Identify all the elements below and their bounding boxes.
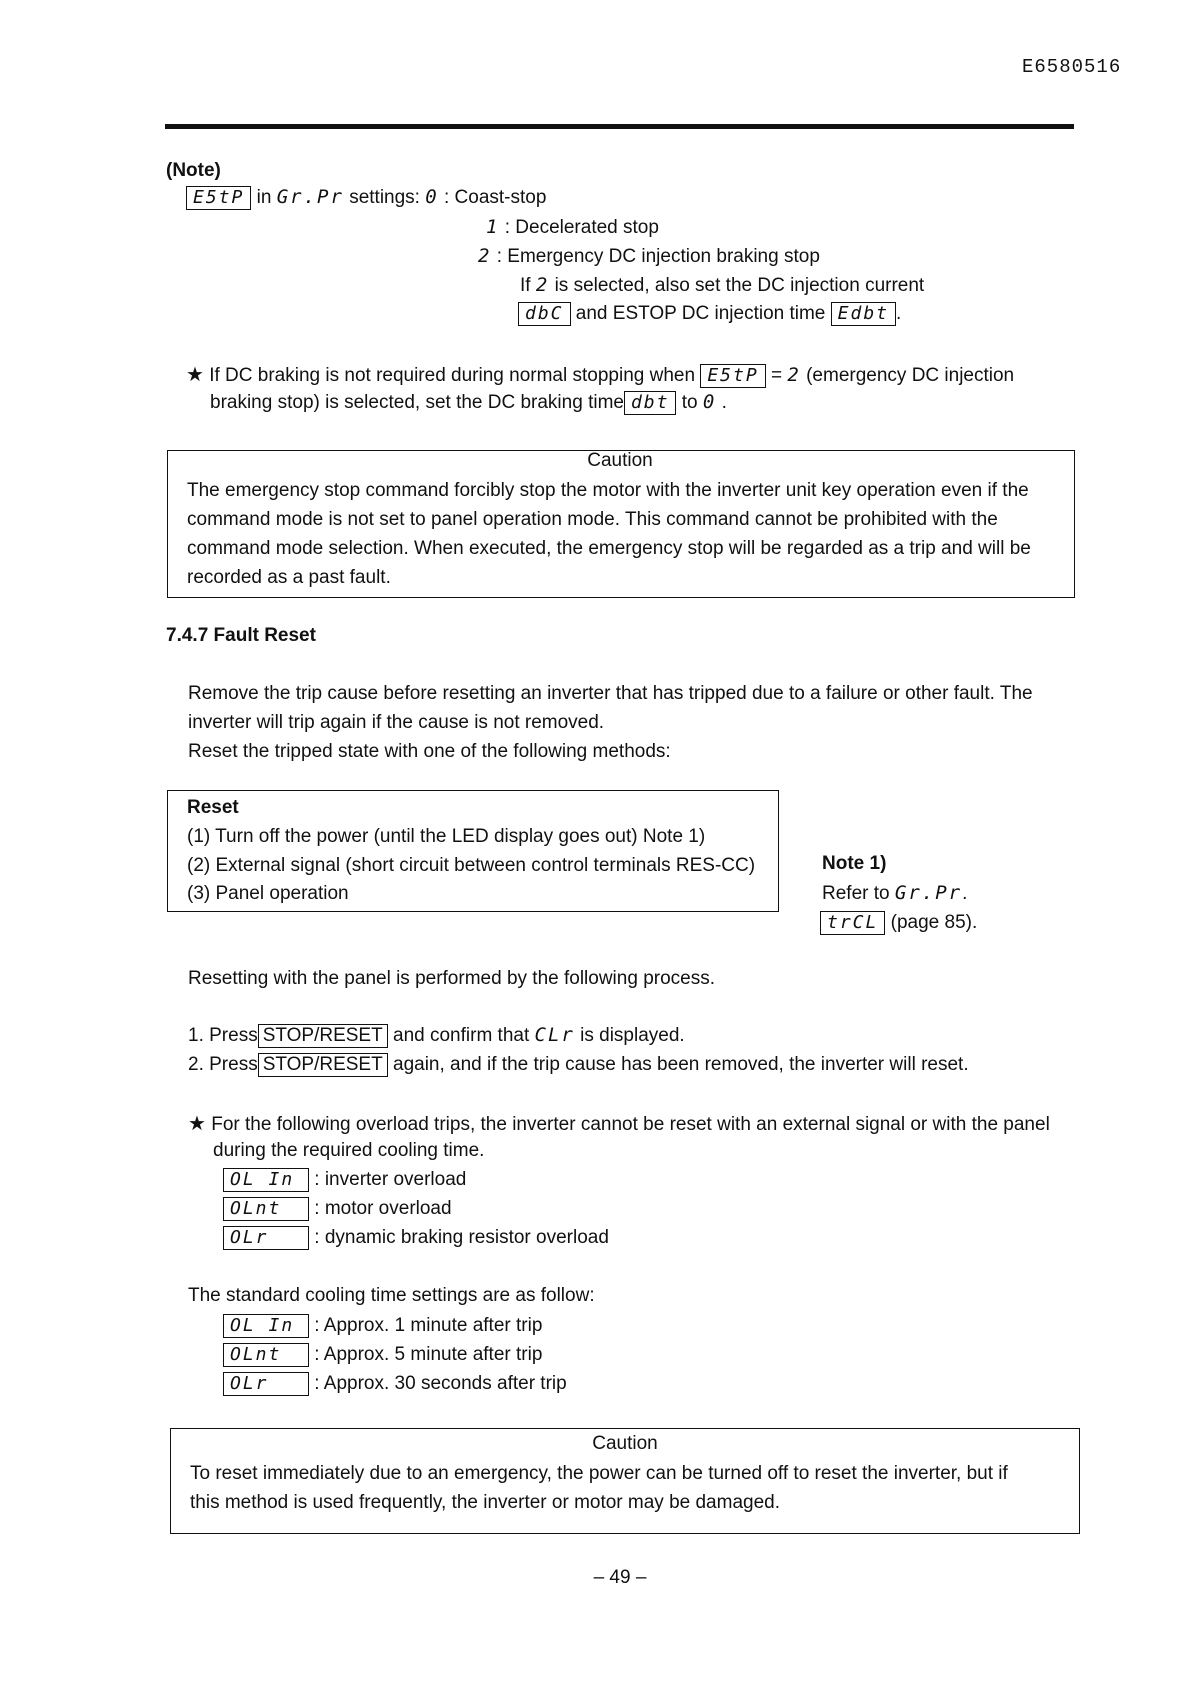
caution-1-line-1: The emergency stop command forcibly stop the motor with the inverter unit key operation even if the (187, 480, 1029, 501)
step-2-label: 2. Press (188, 1054, 258, 1075)
note1-refer-text: Refer to (822, 883, 890, 904)
estp-display: E5tP (186, 186, 251, 210)
trip-row-2 (223, 1197, 452, 1221)
star1-eq: = (770, 365, 783, 386)
dbt-display: dbt (624, 391, 677, 415)
star1-text-a: If DC braking is not required during normal stopping when (209, 365, 696, 386)
cooling-row-1 (223, 1314, 542, 1338)
note-line-1 (186, 186, 546, 210)
cooling-row-2 (223, 1343, 542, 1367)
star-icon-2: ★ (188, 1113, 206, 1135)
note1-grpr-code: Gr.Pr (894, 882, 963, 904)
note1-title: Note 1) (822, 853, 887, 874)
note-heading: (Note) (166, 160, 221, 181)
cooling-2-desc: : Approx. 5 minute after trip (314, 1344, 543, 1366)
option-1-desc: : Decelerated stop (504, 217, 659, 238)
process-intro: Resetting with the panel is performed by the following process. (188, 968, 715, 989)
reset-item-1: (1) Turn off the power (until the LED display goes out) Note 1) (187, 826, 706, 847)
star-note-2-line-2: during the required cooling time. (213, 1140, 485, 1161)
section-para-1: Remove the trip cause before resetting an inverter that has tripped due to a failure or other fault. The (188, 683, 1033, 704)
step-1-end: is displayed. (580, 1025, 685, 1046)
stop-reset-key-1: STOP/RESET (258, 1024, 388, 1048)
star2-text-1: For the following overload trips, the inverter cannot be reset with an external signal or with the panel (211, 1114, 1050, 1135)
caution-1-line-3: command mode selection. When executed, the emergency stop will be regarded as a trip and will be (187, 538, 1031, 559)
section-heading: 7.4.7 Fault Reset (166, 625, 316, 646)
note-line-4 (520, 274, 924, 297)
option-0-code: 0 (425, 186, 439, 209)
trip-2-desc: : motor overload (314, 1198, 452, 1220)
note-and-text: and ESTOP DC injection time (575, 303, 826, 325)
star-note-2-line-1 (188, 1111, 1050, 1136)
note-line-5 (518, 302, 901, 326)
star-note-1-line-2 (210, 391, 727, 415)
cooling-ol-in-display: OL In (223, 1314, 309, 1338)
document-id: E6580516 (1022, 56, 1122, 78)
caution-1-line-4: recorded as a past fault. (187, 567, 391, 588)
star1-zero-code: 0 (702, 391, 717, 414)
note1-page-ref: (page 85). (890, 912, 978, 934)
edbt-display: Edbt (831, 302, 896, 326)
step-2-end: again, and if the trip cause has been removed, the inverter will reset. (393, 1054, 969, 1075)
caution-2-title: Caution (592, 1433, 658, 1454)
cooling-intro: The standard cooling time settings are as follow: (188, 1285, 595, 1306)
caution-2-line-2: this method is used frequently, the inverter or motor may be damaged. (190, 1492, 781, 1513)
note1-period: . (962, 883, 968, 904)
option-2-desc: : Emergency DC injection braking stop (496, 246, 820, 267)
note1-line-2 (820, 911, 977, 935)
trcl-display: trCL (820, 911, 885, 935)
note-period: . (896, 303, 902, 325)
grpr-display: Gr.Pr (276, 186, 344, 209)
stop-reset-key-2: STOP/RESET (258, 1053, 388, 1077)
note-line-3 (478, 245, 820, 268)
step-1-label: 1. Press (188, 1025, 258, 1046)
trip-3-desc: : dynamic braking resistor overload (314, 1227, 609, 1249)
reset-item-2: (2) External signal (short circuit between control terminals RES-CC) (187, 855, 756, 876)
caution-1-line-2: command mode is not set to panel operation mode. This command cannot be prohibited with the (187, 509, 998, 530)
clr-display: CLr (534, 1024, 575, 1046)
note-in-text: in (256, 187, 272, 209)
trip-row-1 (223, 1168, 466, 1192)
ol-mt-display: OLnt (223, 1197, 309, 1221)
cooling-ol-mt-display: OLnt (223, 1343, 309, 1367)
cooling-3-desc: : Approx. 30 seconds after trip (314, 1373, 567, 1395)
cooling-row-3 (223, 1372, 567, 1396)
caution-1-title: Caution (587, 450, 653, 471)
page-number: – 49 – (593, 1567, 647, 1588)
caution-2-line-1: To reset immediately due to an emergency, the power can be turned off to reset the inverter, but if (190, 1463, 1008, 1484)
star1-text-c: braking stop) is selected, set the DC braking time (210, 392, 624, 414)
reset-box-title: Reset (187, 797, 239, 818)
note-if-text: If (520, 275, 531, 296)
star1-two-code: 2 (787, 364, 801, 386)
section-para-3: Reset the tripped state with one of the following methods: (188, 741, 671, 762)
star1-text-b: (emergency DC injection (806, 365, 1015, 386)
process-step-2 (188, 1053, 969, 1077)
note-if-code: 2 (535, 274, 550, 296)
step-1-mid: and confirm that (393, 1025, 530, 1046)
cooling-ol-r-display: OLr (223, 1372, 309, 1396)
note-line-2 (486, 216, 659, 239)
cooling-1-desc: : Approx. 1 minute after trip (314, 1315, 543, 1337)
trip-1-desc: : inverter overload (314, 1169, 467, 1191)
note-settings-text: settings: (349, 187, 420, 209)
header-rule (165, 124, 1074, 129)
section-para-2: inverter will trip again if the cause is not removed. (188, 712, 605, 733)
star-note-1-line-1 (186, 362, 1014, 388)
reset-item-3: (3) Panel operation (187, 883, 349, 904)
option-0-desc: : Coast-stop (443, 187, 547, 209)
ol-in-display: OL In (223, 1168, 309, 1192)
estp-display-2: E5tP (700, 364, 765, 388)
star1-to-text: to (681, 392, 698, 414)
note-if-rest: is selected, also set the DC injection current (554, 275, 925, 296)
option-2-code: 2 (478, 245, 492, 267)
option-1-code: 1 (486, 216, 500, 238)
star1-period: . (721, 392, 727, 414)
ol-r-display: OLr (223, 1226, 309, 1250)
trip-row-3 (223, 1226, 609, 1250)
process-step-1 (188, 1024, 685, 1048)
note1-line-1 (822, 882, 967, 905)
dbc-display: dbC (518, 302, 571, 326)
star-icon: ★ (186, 364, 204, 386)
